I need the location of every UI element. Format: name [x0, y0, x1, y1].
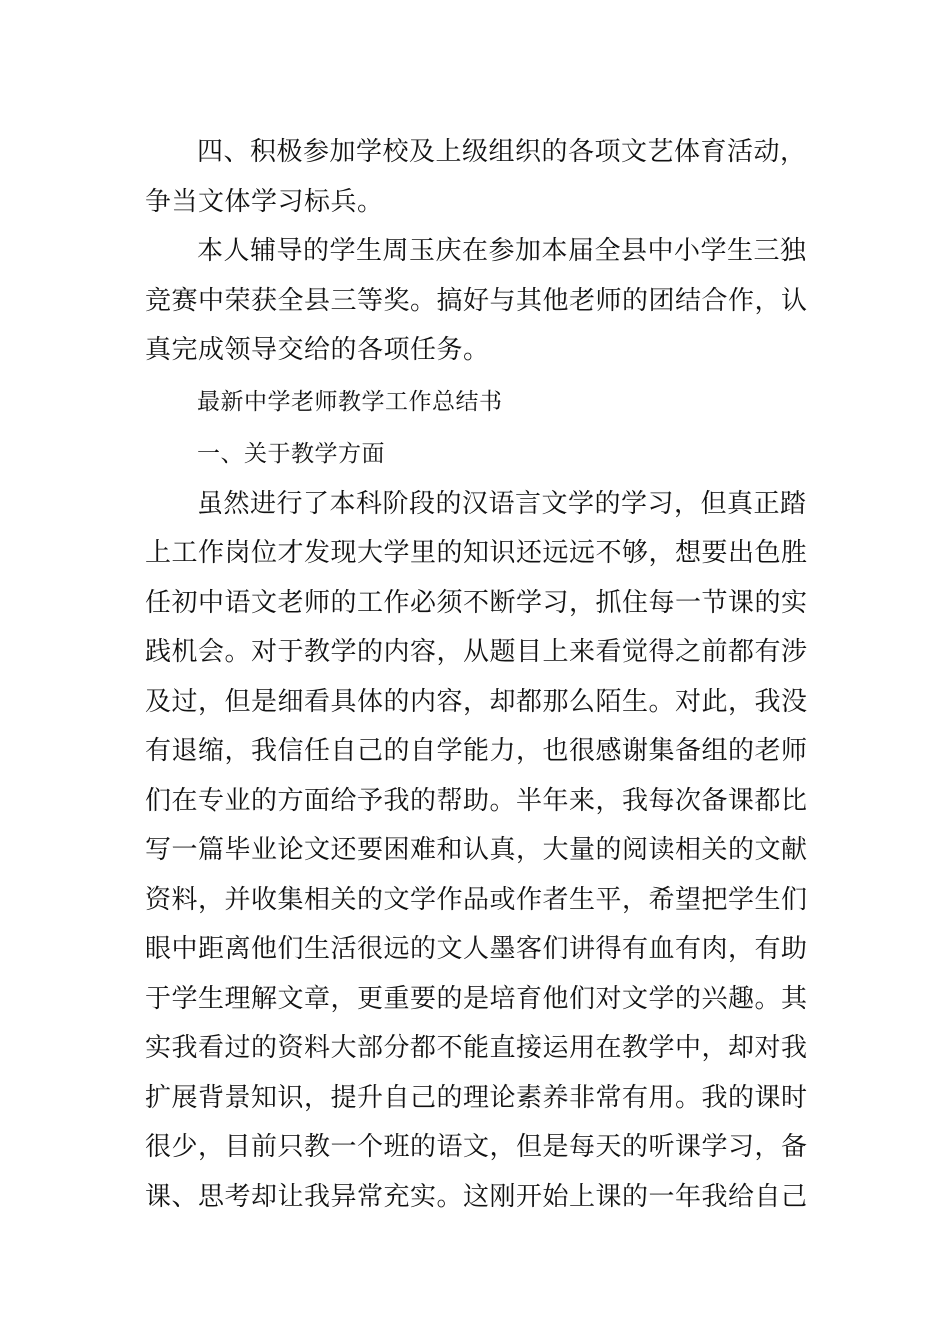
text-line: 们在专业的方面给予我的帮助。半年来，我每次备课都比 [145, 785, 808, 816]
text-line: 四、积极参加学校及上级组织的各项文艺体育活动， [197, 137, 807, 167]
text-line: 任初中语文老师的工作必须不断学习，抓住每一节课的实 [145, 587, 808, 618]
text-line: 真完成领导交给的各项任务。 [145, 335, 490, 365]
text-line: 本人辅导的学生周玉庆在参加本届全县中小学生三独 [197, 236, 807, 266]
subsection-title [145, 428, 807, 480]
text-line: 竞赛中荣获全县三等奖。搞好与其他老师的团结合作，认 [145, 285, 808, 316]
text-line: 实我看过的资料大部分都不能直接运用在教学中，却对我 [145, 1033, 808, 1063]
text-line: 于学生理解文章，更重要的是培育他们对文学的兴趣。其 [145, 983, 808, 1014]
text-line: 及过，但是细看具体的内容，却都那么陌生。对此，我没 [145, 686, 808, 717]
text-line: 践机会。对于教学的内容，从题目上来看觉得之前都有涉 [145, 637, 808, 667]
text-line: 有退缩，我信任自己的自学能力，也很感谢集备组的老师 [145, 736, 808, 766]
text-line: 很少，目前只教一个班的语文，但是每天的听课学习，备 [145, 1132, 808, 1162]
text-line: 上工作岗位才发现大学里的知识还远远不够，想要出色胜 [145, 538, 808, 568]
text-line: 写一篇毕业论文还要困难和认真，大量的阅读相关的文献 [145, 835, 808, 865]
text-line: 扩展背景知识，提升自己的理论素养非常有用。我的课时 [145, 1082, 808, 1113]
text-line: 资料，并收集相关的文学作品或作者生平，希望把学生们 [145, 884, 808, 915]
paragraph-activities [145, 128, 807, 227]
document-page [145, 128, 807, 1222]
text-line: 争当文体学习标兵。 [145, 186, 384, 217]
text-line: 课、思考却让我异常充实。这刚开始上课的一年我给自己 [145, 1181, 808, 1212]
text-line: 虽然进行了本科阶段的汉语言文学的学习，但真正踏 [197, 488, 807, 519]
text-line: 一、关于教学方面 [197, 440, 385, 467]
paragraph-award [145, 227, 807, 376]
text-line: 眼中距离他们生活很远的文人墨客们讲得有血有肉，有助 [145, 934, 808, 964]
section-title [145, 376, 807, 428]
paragraph-teaching [145, 480, 807, 1223]
text-line: 最新中学老师教学工作总结书 [197, 388, 503, 415]
